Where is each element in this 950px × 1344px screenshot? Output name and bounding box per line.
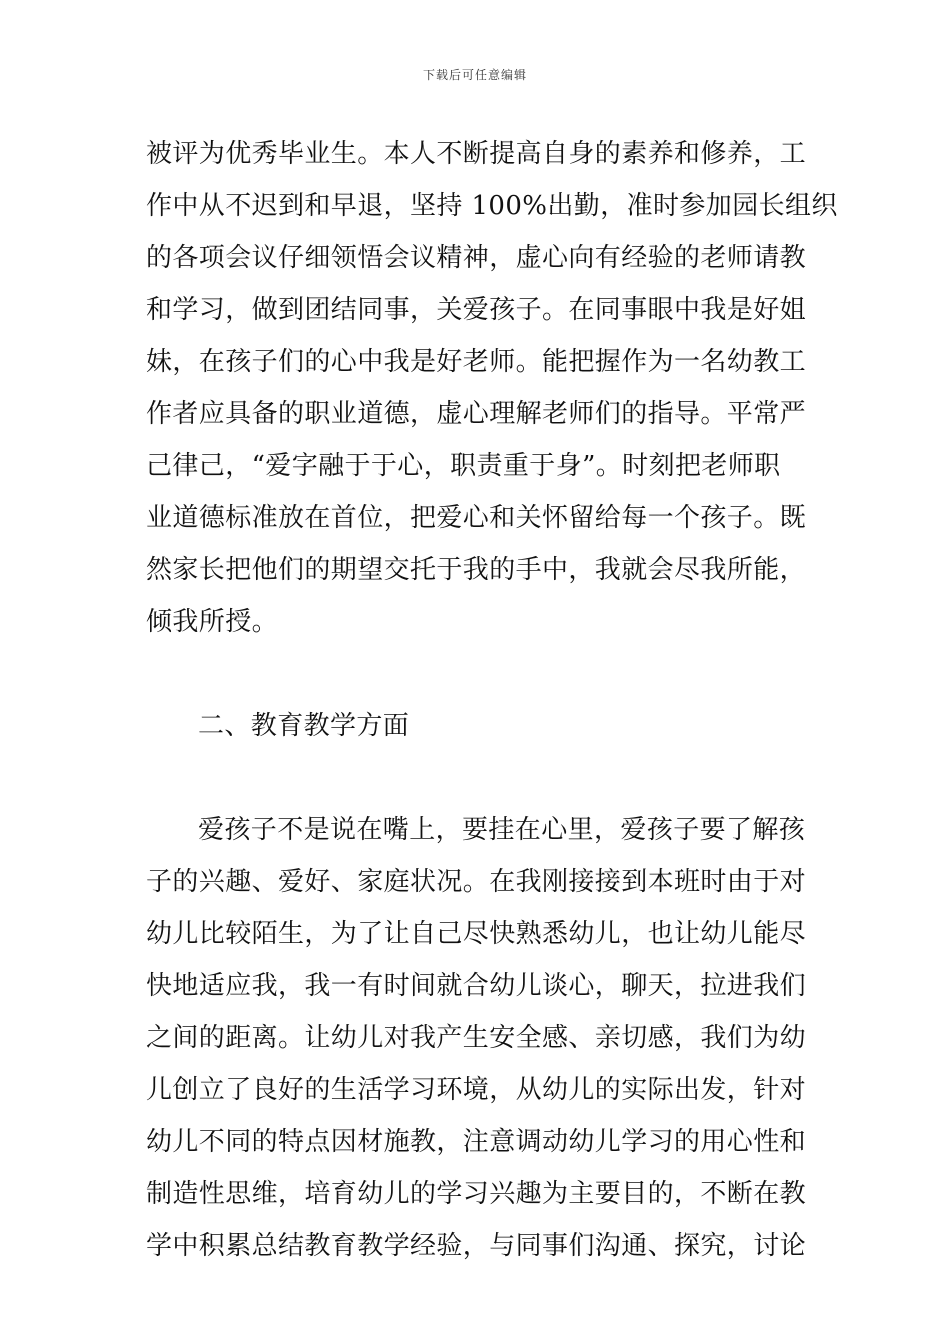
text-line: 幼儿不同的特点因材施教，注意调动幼儿学习的用心性和 [146, 1127, 807, 1157]
text-line: 幼儿比较陌生，为了让自己尽快熟悉幼儿，也让幼儿能尽 [146, 919, 807, 949]
paragraph-2 [146, 804, 806, 1272]
text-line: 制造性思维，培育幼儿的学习兴趣为主要目的，不断在教 [146, 1179, 807, 1209]
text-line: 己律己，“爱字融于于心，职责重于身”。时刻把老师职 [146, 451, 781, 481]
text-line: 子的兴趣、爱好、家庭状况。在我刚接接到本班时由于对 [146, 867, 807, 897]
text-line: 业道德标准放在首位，把爱心和关怀留给每一个孩子。既 [146, 503, 807, 533]
text-line: 儿创立了良好的生活学习环境，从幼儿的实际出发，针对 [146, 1075, 807, 1105]
header-note: 下载后可任意编辑 [422, 68, 527, 82]
text-line: 妹，在孩子们的心中我是好老师。能把握作为一名幼教工 [146, 347, 807, 377]
text-line: 和学习，做到团结同事，关爱孩子。在同事眼中我是好姐 [146, 295, 807, 325]
text-line: 之间的距离。让幼儿对我产生安全感、亲切感，我们为幼 [146, 1023, 807, 1053]
text-line: 作中从不迟到和早退，坚持 100%出勤，准时参加园长组织 [146, 191, 838, 221]
blank-line [146, 648, 806, 700]
text-line: 的各项会议仔细领悟会议精神，虚心向有经验的老师请教 [146, 243, 807, 273]
text-line: 快地适应我，我一有时间就合幼儿谈心，聊天，拉进我们 [146, 971, 807, 1001]
section-heading: 二、教育教学方面 [198, 711, 410, 741]
blank-line [146, 752, 806, 804]
text-line: 爱孩子不是说在嘴上，要挂在心里，爱孩子要了解孩 [198, 815, 806, 845]
text-line: 学中积累总结教育教学经验，与同事们沟通、探究，讨论 [146, 1231, 807, 1261]
text-line: 被评为优秀毕业生。本人不断提高自身的素养和修养，工 [146, 139, 807, 169]
text-line: 倾我所授。 [146, 607, 279, 637]
text-line: 作者应具备的职业道德，虚心理解老师们的指导。平常严 [146, 399, 807, 429]
paragraph-1 [146, 128, 838, 648]
text-line: 然家长把他们的期望交托于我的手中，我就会尽我所能， [146, 555, 807, 585]
document-body [146, 128, 838, 1272]
